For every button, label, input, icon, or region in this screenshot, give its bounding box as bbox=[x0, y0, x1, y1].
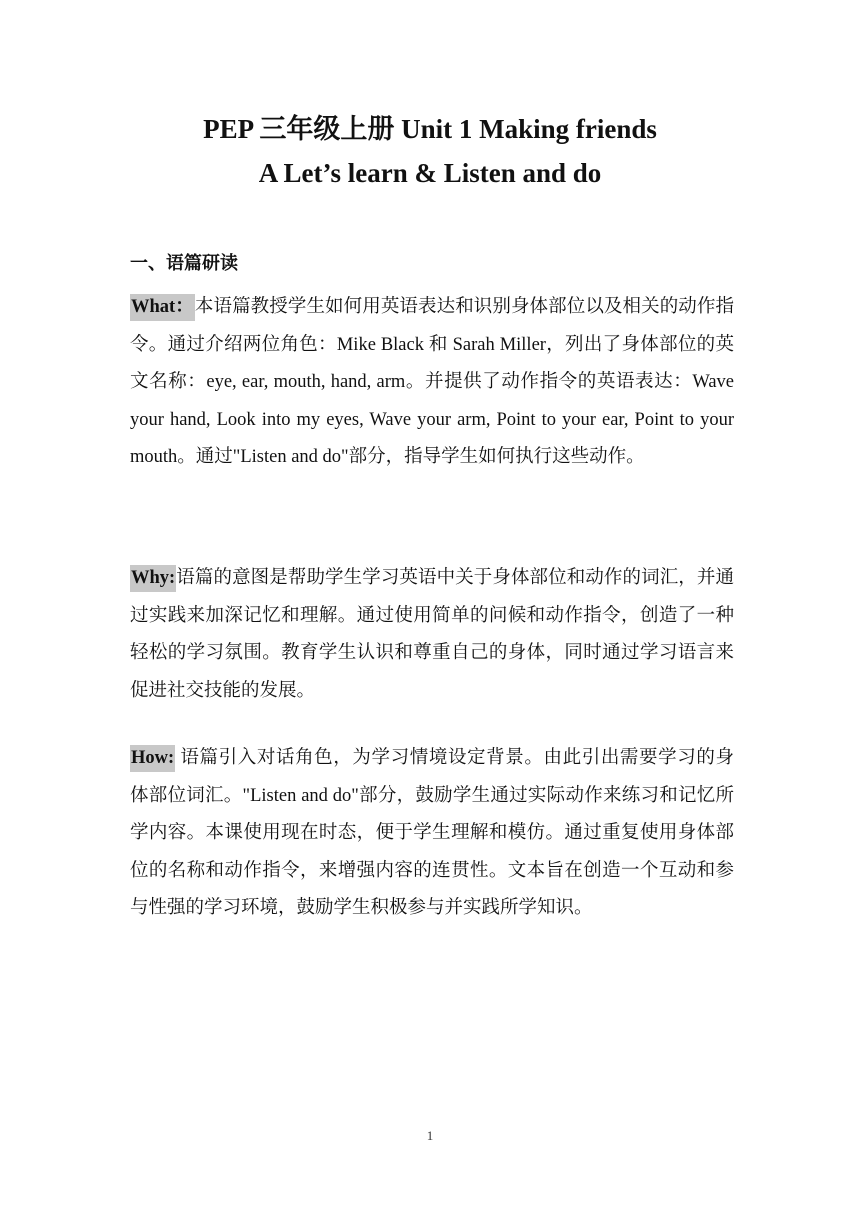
how-text: 语篇引入对话角色，为学习情境设定背景。由此引出需要学习的身体部位词汇。"Listen and do"部分，鼓励学生通过实际动作来练习和记忆所学内容。本课使用现在时态，便于学生理解和模仿。通过重复使用身体部位的名称和动作指令，来增强内容的连贯性。文本旨在创造一个互动和参与性强的学习环境，鼓励学生积极参与并实践所学知识。 bbox=[130, 748, 734, 918]
page-number: 1 bbox=[426, 1128, 434, 1143]
what-label: What： bbox=[130, 294, 195, 321]
how-paragraph bbox=[130, 740, 734, 928]
document-subtitle: A Let’s learn & Listen and do bbox=[258, 158, 602, 188]
how-label: How: bbox=[130, 745, 175, 772]
why-text: 语篇的意图是帮助学生学习英语中关于身体部位和动作的词汇，并通过实践来加深记忆和理解。通过使用简单的问候和动作指令，创造了一种轻松的学习氛围。教育学生认识和尊重自己的身体，同时通过学习语言来促进社交技能的发展。 bbox=[130, 568, 734, 701]
why-paragraph bbox=[130, 560, 734, 710]
document-title: PEP 三年级上册 Unit 1 Making friends bbox=[203, 114, 657, 144]
section-heading: 一、语篇研读 bbox=[130, 253, 238, 274]
what-paragraph bbox=[130, 289, 734, 477]
why-label: Why: bbox=[130, 565, 176, 592]
what-text: 本语篇教授学生如何用英语表达和识别身体部位以及相关的动作指令。通过介绍两位角色：Mike Black 和 Sarah Miller，列出了身体部位的英文名称：eye, ear, mouth, hand, arm。并提供了动作指令的英语表达：Wave your hand, Look into my eyes, Wave your arm, Point to your ear, Point to your mouth。通过"Listen and do"部分，指导学生如何执行这些动作。 bbox=[130, 297, 734, 467]
